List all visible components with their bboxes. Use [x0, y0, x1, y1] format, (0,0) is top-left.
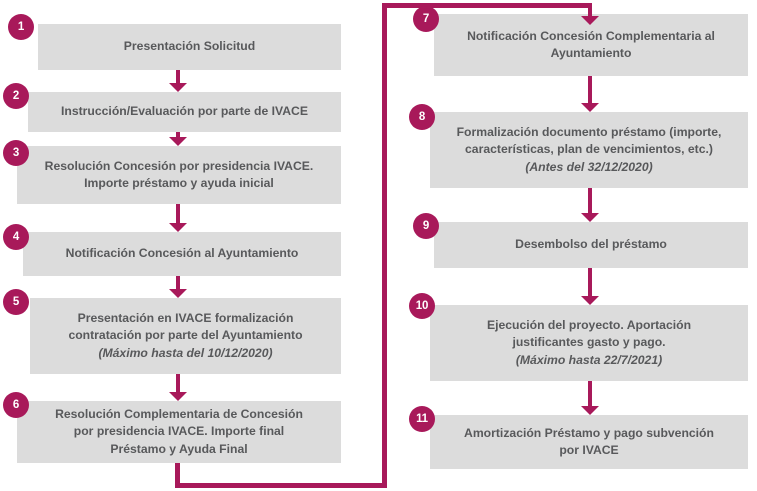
step-2-line-1: Instrucción/Evaluación por parte de IVACE [61, 104, 308, 119]
step-1-line-1: Presentación Solicitud [123, 39, 256, 54]
step-badge-7: 7 [413, 6, 439, 32]
step-badge-11: 11 [409, 406, 435, 432]
process-step-6 [17, 401, 341, 463]
step-11-line-1: Amortización Préstamo y pago subvención [464, 425, 714, 440]
step-5-line-1: Presentación en IVACE formalización [77, 310, 294, 325]
step-badge-10: 10 [409, 293, 435, 319]
step-badge-5: 5 [3, 289, 29, 315]
arrow-step-2-to-3 [167, 132, 189, 146]
arrow-step-10-to-11 [579, 381, 601, 415]
step-5-line-2: contratación por parte del Ayuntamiento [68, 328, 303, 343]
step-6-line-1: Resolución Complementaria de Concesión [55, 406, 303, 421]
arrow-step-4-to-5 [167, 276, 189, 298]
step-3-line-2: Importe préstamo y ayuda inicial [84, 176, 274, 190]
process-step-5 [30, 298, 341, 374]
connector-6-to-7-segment-up [382, 3, 387, 488]
process-step-2 [28, 92, 341, 132]
step-badge-3: 3 [3, 140, 29, 166]
arrow-step-1-to-2 [167, 70, 189, 92]
step-8-line-1: Formalización documento préstamo (importe, [456, 124, 722, 139]
step-11-line-2: por IVACE [559, 443, 619, 457]
step-10-line-3: (Máximo hasta 22/7/2021) [515, 352, 663, 367]
process-step-4 [23, 232, 341, 276]
process-step-11 [430, 415, 748, 469]
step-6-line-3: Préstamo y Ayuda Final [110, 441, 248, 456]
process-step-3 [17, 146, 341, 204]
process-step-1 [38, 24, 341, 70]
step-badge-1: 1 [8, 14, 34, 40]
process-step-8 [430, 112, 748, 188]
connector-6-to-7-segment-top [382, 3, 590, 8]
step-10-line-2: justificantes gasto y pago. [512, 335, 666, 350]
step-8-line-2: características, plan de vencimientos, etc.) [465, 142, 713, 157]
step-badge-2: 2 [3, 83, 29, 109]
process-step-10 [430, 305, 748, 381]
arrow-step-8-to-9 [579, 188, 601, 222]
step-badge-4: 4 [3, 224, 29, 250]
arrow-step-3-to-4 [167, 204, 189, 232]
step-7-line-1: Notificación Concesión Complementaria al [467, 28, 715, 43]
step-8-line-3: (Antes del 32/12/2020) [525, 159, 653, 174]
step-badge-8: 8 [409, 104, 435, 130]
connector-6-to-7-segment-bottom [175, 483, 387, 488]
arrow-step-5-to-6 [167, 374, 189, 401]
step-5-line-3: (Máximo hasta del 10/12/2020) [98, 345, 273, 360]
step-4-line-1: Notificación Concesión al Ayuntamiento [65, 246, 299, 261]
arrow-connector-into-step-7 [579, 3, 601, 25]
process-step-9 [434, 222, 748, 268]
step-badge-6: 6 [3, 392, 29, 418]
step-badge-9: 9 [413, 213, 439, 239]
arrow-step-9-to-10 [579, 268, 601, 305]
step-7-line-2: Ayuntamiento [550, 46, 632, 60]
step-10-line-1: Ejecución del proyecto. Aportación [486, 317, 692, 332]
step-9-line-1: Desembolso del préstamo [515, 237, 667, 252]
step-6-line-2: por presidencia IVACE. Importe final [73, 424, 285, 439]
arrow-step-7-to-8 [579, 76, 601, 112]
step-3-line-1: Resolución Concesión por presidencia IVACE. [44, 158, 314, 173]
